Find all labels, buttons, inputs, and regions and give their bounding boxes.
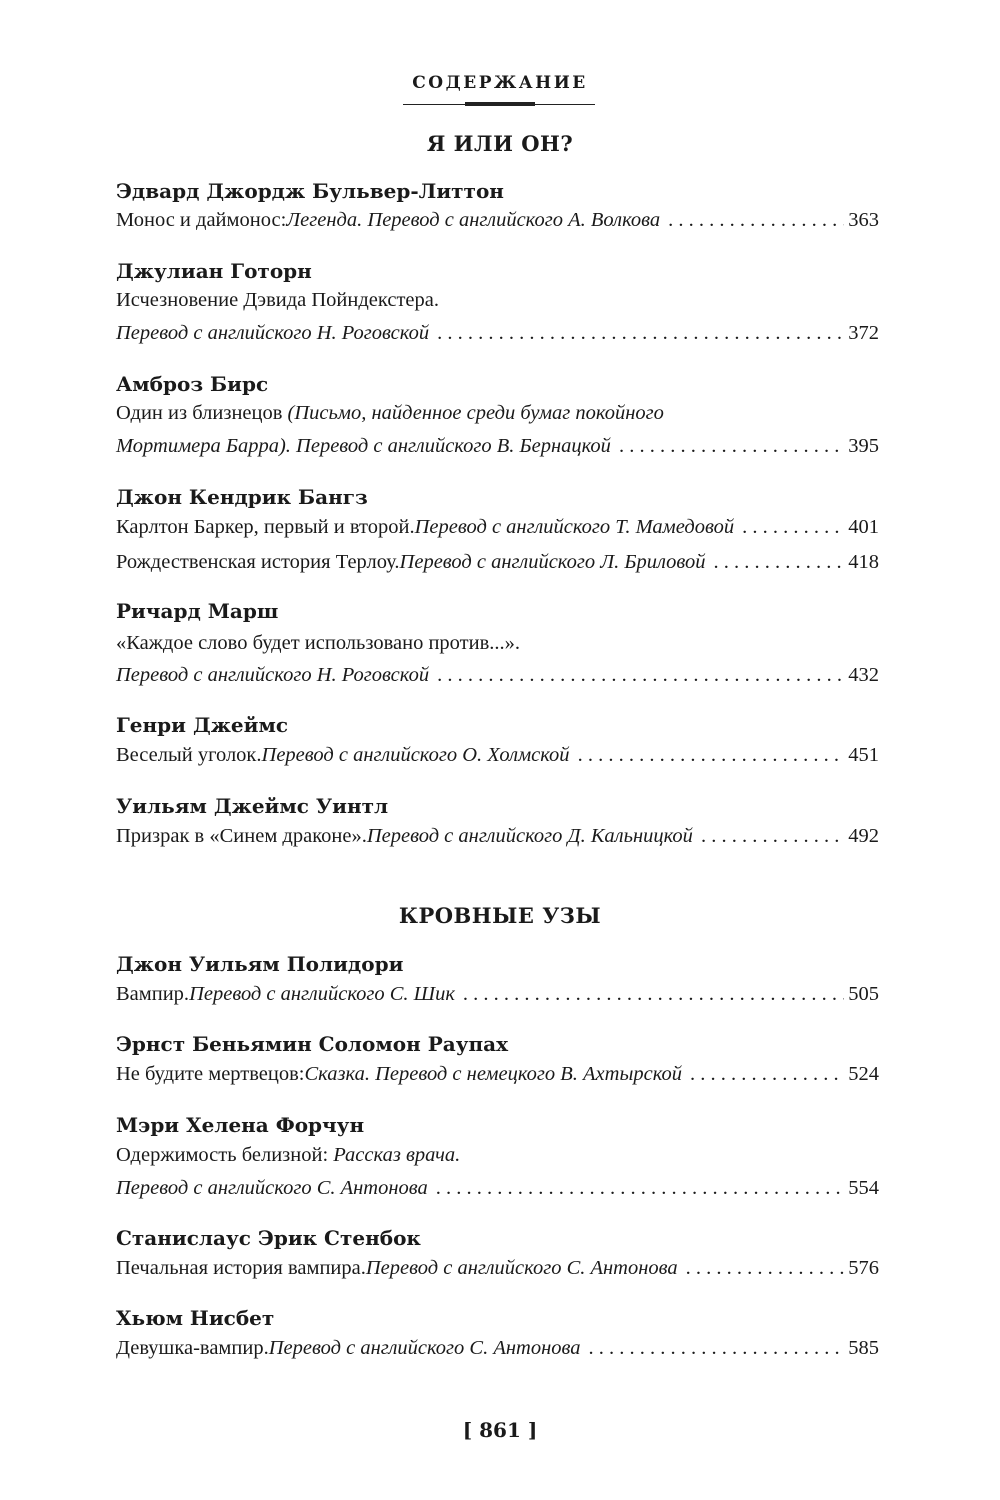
page-number: 576 [848,1257,879,1279]
entry-translation: Перевод с английского Л. Бриловой [399,551,706,573]
entry-title: Не будите мертвецов: [116,1063,305,1085]
entry-title: Девушка-вампир. [116,1337,269,1359]
section-title: КРОВНЫЕ УЗЫ [398,903,602,928]
toc-entry[interactable] [116,435,879,458]
entry-title-line [116,402,664,425]
entry-title: Призрак в «Синем драконе». [116,825,367,847]
running-head: СОДЕРЖАНИЕ [412,73,588,93]
page-number: 363 [848,209,879,231]
entry-title: Веселый уголок. [116,744,262,766]
page-number: 372 [848,322,879,344]
entry-translation: Перевод с английского Т. Мамедовой [414,516,735,538]
entry-title: Рождественская история Терлоу. [116,551,400,573]
dot-leader [463,983,844,1006]
entry-translation: Перевод с английского Д. Кальницкой [366,825,693,847]
page-number: 418 [848,551,879,573]
author-name: Джулиан Готорн [116,259,312,283]
entry-translation: Сказка. Перевод с немецкого В. Ахтырской [304,1063,683,1085]
entry-translation: Мортимера Барра). Перевод с английского В. Бернацкой [116,435,611,457]
page-number: 401 [848,516,879,538]
toc-entry[interactable] [116,209,879,232]
toc-entry[interactable] [116,1177,879,1200]
author-name: Уильям Джеймс Уинтл [116,794,389,818]
toc-entry[interactable] [116,1063,879,1086]
entry-translation: Легенда. Перевод с английского А. Волкова [286,209,661,231]
toc-entry[interactable] [116,516,879,539]
dot-leader [742,516,844,539]
toc-entry[interactable] [116,551,879,574]
entry-title: Один из близнецов [116,402,288,424]
author-name: Генри Джеймс [116,713,289,737]
author-name: Мэри Хелена Форчун [116,1113,365,1137]
author-name: Эрнст Беньямин Соломон Раупах [116,1032,509,1056]
entry-translation: Перевод с английского С. Шик [189,983,455,1005]
entry-translation: Перевод с английского Н. Роговской [116,322,430,344]
toc-entry[interactable] [116,983,879,1006]
entry-translation: Перевод с английского О. Холмской [261,744,570,766]
page-number: 492 [848,825,879,847]
page-number: 585 [848,1337,879,1359]
dot-leader [437,322,844,345]
entry-title: Печальная история вампира. [116,1257,366,1279]
author-name: Амброз Бирс [116,372,269,396]
dot-leader [701,825,844,848]
dot-leader [714,551,845,574]
entry-title: Исчезновение Дэвида Пойндекстера. [116,289,439,311]
entry-title: Монос и даймонос: [116,209,287,231]
toc-entry[interactable] [116,664,879,687]
dot-leader [686,1257,845,1280]
entry-translation: Перевод с английского Н. Роговской [116,664,430,686]
page-number: 451 [848,744,879,766]
page-number: 395 [848,435,879,457]
entry-subtitle: Рассказ врача. [333,1144,461,1166]
entry-translation: Перевод с английского С. Антонова [268,1337,581,1359]
page-number: 554 [848,1177,879,1199]
toc-entry[interactable] [116,744,879,767]
entry-translation: Перевод с английского С. Антонова [365,1257,678,1279]
entry-title: «Каждое слово будет использовано против...». [116,632,521,654]
toc-entry[interactable] [116,322,879,345]
entry-subtitle: (Письмо, найденное среди бумаг покойного [287,402,664,424]
toc-entry[interactable] [116,1337,879,1360]
page-number: 432 [848,664,879,686]
dot-leader [578,744,845,767]
dot-leader [690,1063,844,1086]
entry-title-line [116,1144,460,1167]
author-name: Станислаус Эрик Стенбок [116,1226,421,1250]
toc-entry[interactable] [116,1257,879,1280]
author-name: Ричард Марш [116,599,279,623]
dot-leader [437,664,844,687]
author-name: Хьюм Нисбет [116,1306,275,1330]
dot-leader [436,1177,844,1200]
page-number: 505 [848,983,879,1005]
dot-leader [668,209,844,232]
header-rule-accent [465,102,535,106]
entry-title: Вампир. [116,983,190,1005]
page-folio: [ 861 ] [462,1418,538,1442]
section-title: Я ИЛИ ОН? [426,131,574,156]
dot-leader [619,435,844,458]
entry-translation: Перевод с английского С. Антонова [116,1177,428,1199]
author-name: Джон Уильям Полидори [116,952,404,976]
entry-title: Карлтон Баркер, первый и второй. [116,516,415,538]
entry-title: Одержимость белизной: [116,1144,334,1166]
author-name: Эдвард Джордж Бульвер-Литтон [116,179,504,203]
page-number: 524 [848,1063,879,1085]
author-name: Джон Кендрик Бангз [116,485,368,509]
dot-leader [589,1337,845,1360]
toc-entry[interactable] [116,825,879,848]
